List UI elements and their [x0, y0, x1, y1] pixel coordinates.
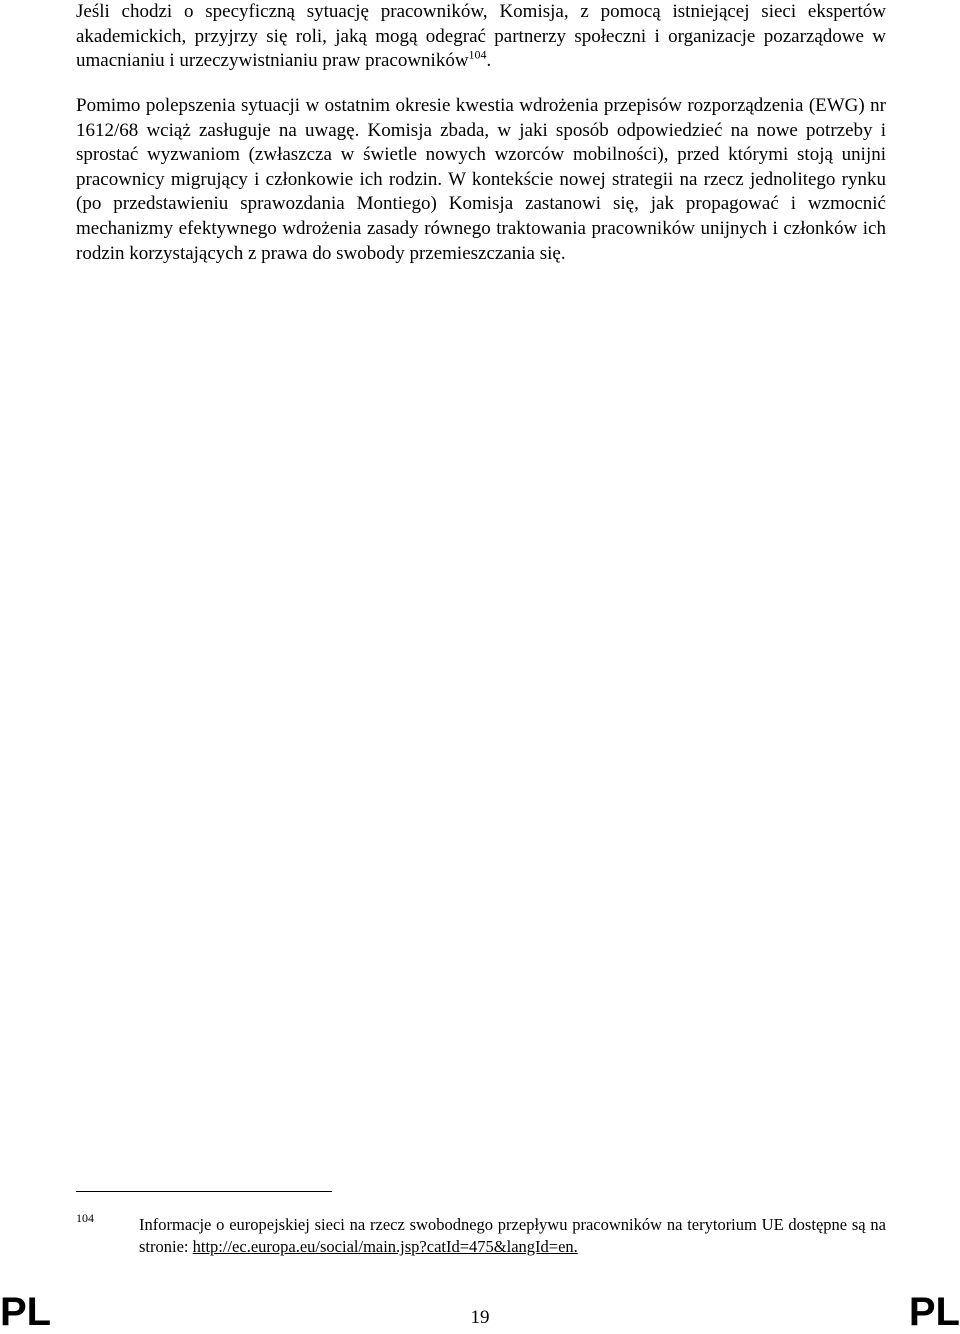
footnote-number: 104	[76, 1211, 94, 1225]
paragraph-1-end: .	[486, 50, 492, 72]
language-code-right: PL	[908, 1290, 960, 1334]
footnote-link[interactable]: http://ec.europa.eu/social/main.jsp?catId=475&langId=en.	[192, 1237, 578, 1256]
footnote-separator	[76, 1191, 332, 1192]
language-code-left: PL	[0, 1290, 52, 1334]
page-number: 19	[470, 1307, 490, 1328]
footnote-reference[interactable]: 104	[468, 47, 487, 62]
footnote-body: Informacje o europejskiej sieci na rzecz swobodnego przepływu pracowników na terytorium UE dostępne są na stronie:	[139, 1215, 886, 1256]
body-paragraph-2: Pomimo polepszenia sytuacji w ostatnim okresie kwestia wdrożenia przepisów rozporządzenia (EWG) nr 1612/68 wciąż zasługuje na uwagę. Komisja zbada, w jaki sposób odpowiedzieć na nowe potrzeby i sprostać wyzwaniom (zwłaszcza w świetle nowych wzorców mobilności), przed którymi stoją unijni pracownicy migrujący i członkowie ich rodzin. W kontekście nowej strategii na rzecz jednolitego rynku (po przedstawieniu sprawozdania Montiego) Komisja zastanowi się, jak propagować i wzmocnić mechanizmy efektywnego wdrożenia zasady równego traktowania pracowników unijnych i członków ich rodzin korzystających z prawa do swobody przemieszczania się.	[76, 95, 886, 264]
paragraph-1-text: Jeśli chodzi o specyficzną sytuację pracowników, Komisja, z pomocą istniejącej sieci ekspertów akademickich, przyjrzy się roli, jaką mogą odegrać partnerzy społeczni i organizacje pozarządowe w umacnianiu i urzeczywistnianiu praw pracowników	[76, 1, 886, 72]
footnote-text	[139, 1214, 886, 1258]
body-paragraph-1	[76, 0, 886, 74]
